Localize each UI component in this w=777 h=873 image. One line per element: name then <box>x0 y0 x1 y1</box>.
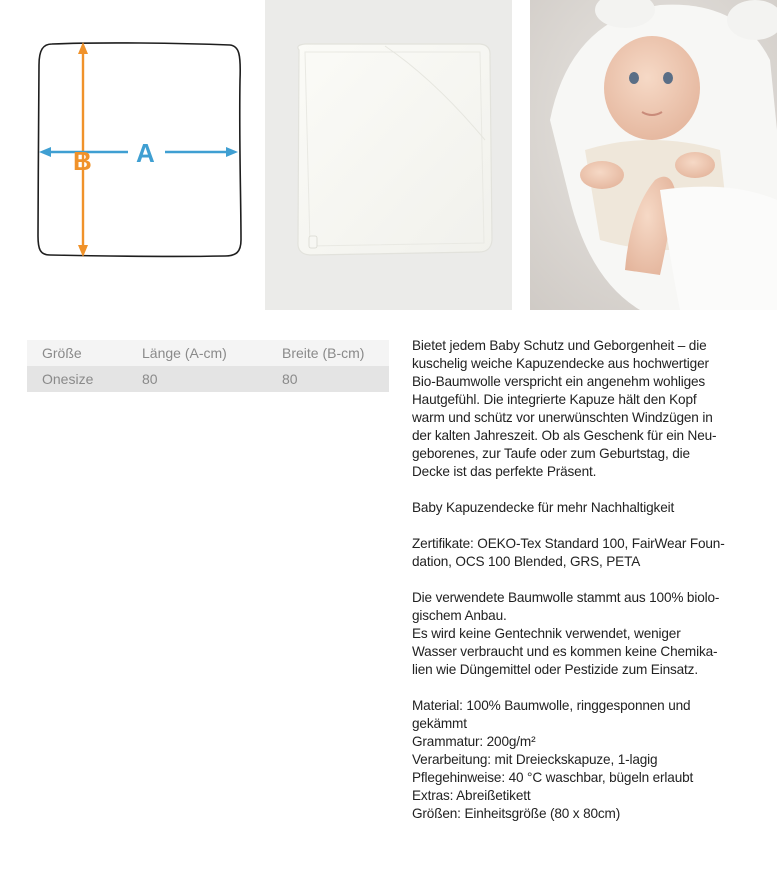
cotton-line: Wasser verbraucht und es kommen keine Chemika- <box>412 644 718 659</box>
product-description <box>412 337 742 823</box>
baby-in-hooded-blanket-photo <box>530 0 777 310</box>
description-sustainability <box>412 499 742 517</box>
size-table <box>27 340 389 392</box>
detail-line: gekämmt <box>412 716 467 731</box>
description-details <box>412 697 742 823</box>
detail-line: Grammatur: 200g/m² <box>412 734 536 749</box>
description-certificates <box>412 535 742 571</box>
detail-line: Extras: Abreißetikett <box>412 788 531 803</box>
width-cell: 80 <box>282 371 298 387</box>
cotton-line: gischem Anbau. <box>412 608 507 623</box>
certificates-line: dation, OCS 100 Blended, GRS, PETA <box>412 554 641 569</box>
dimension-label-b: B <box>73 146 92 176</box>
intro-line: der kalten Jahreszeit. Ob als Geschenk für ein Neu- <box>412 428 717 443</box>
cotton-line: lien wie Düngemittel oder Pestizide zum Einsatz. <box>412 662 698 677</box>
description-cotton <box>412 589 742 679</box>
baby-illustration <box>530 0 777 310</box>
intro-line: kuschelig weiche Kapuzendecke aus hochwertiger <box>412 356 709 371</box>
size-table-header-length: Länge (A-cm) <box>142 345 227 361</box>
detail-line: Pflegehinweise: 40 °C waschbar, bügeln erlaubt <box>412 770 694 785</box>
size-table-header-width: Breite (B-cm) <box>282 345 365 361</box>
size-table-header-row <box>27 340 389 366</box>
certificates-line: Zertifikate: OEKO-Tex Standard 100, FairWear Foun- <box>412 536 725 551</box>
size-diagram <box>0 0 262 310</box>
product-photo <box>265 0 512 310</box>
intro-line: Bio-Baumwolle verspricht ein angenehm wohliges <box>412 374 706 389</box>
size-cell: Onesize <box>42 371 94 387</box>
size-table-header-size: Größe <box>42 345 82 361</box>
cotton-line: Es wird keine Gentechnik verwendet, weniger <box>412 626 681 641</box>
table-row <box>27 366 389 392</box>
intro-line: Hautgefühl. Die integrierte Kapuze hält den Kopf <box>412 392 697 407</box>
intro-line: geborenes, zur Taufe oder zum Geburtstag, die <box>412 446 690 461</box>
intro-line: warm und schütz vor unerwünschten Windzügen in <box>412 410 713 425</box>
folded-blanket-image <box>265 0 512 310</box>
detail-line: Material: 100% Baumwolle, ringgesponnen und <box>412 698 691 713</box>
blanket-outline-illustration <box>0 0 262 310</box>
dimension-label-a: A <box>136 138 155 168</box>
detail-line: Größen: Einheitsgröße (80 x 80cm) <box>412 806 621 821</box>
intro-line: Decke ist das perfekte Präsent. <box>412 464 597 479</box>
length-cell: 80 <box>142 371 158 387</box>
cotton-line: Die verwendete Baumwolle stammt aus 100% biolo- <box>412 590 720 605</box>
sustainability-line: Baby Kapuzendecke für mehr Nachhaltigkeit <box>412 500 675 515</box>
detail-line: Verarbeitung: mit Dreieckskapuze, 1-lagig <box>412 752 658 767</box>
description-intro <box>412 337 742 481</box>
intro-line: Bietet jedem Baby Schutz und Geborgenheit – die <box>412 338 707 353</box>
